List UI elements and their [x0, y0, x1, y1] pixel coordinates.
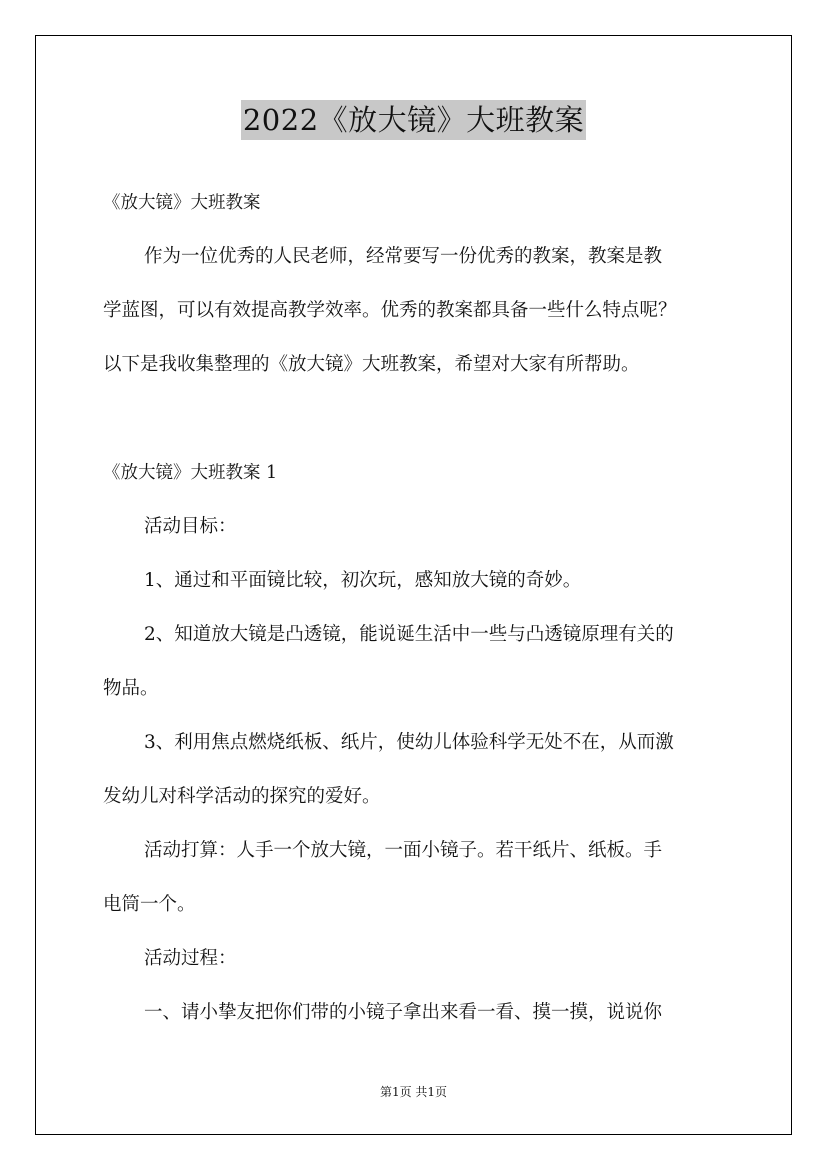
page-footer: 第1页 共1页 — [379, 1085, 448, 1099]
title-wrap — [0, 100, 827, 140]
paragraph-line: 2、知道放大镜是凸透镜，能说诞生活中一些与凸透镜原理有关的 — [144, 624, 674, 645]
paragraph-line: 1、通过和平面镜比较，初次玩，感知放大镜的奇妙。 — [144, 570, 582, 591]
paragraph-line: 活动目标： — [144, 516, 237, 537]
paragraph-line: 电筒一个。 — [103, 894, 196, 915]
paragraph-line: 作为一位优秀的人民老师，经常要写一份优秀的教案，教案是教 — [144, 246, 663, 267]
document-title: 2022《放大镜》大班教案 — [241, 100, 586, 140]
document-body — [103, 176, 728, 1040]
paragraph-line: 物品。 — [103, 678, 159, 699]
paragraph-line: 学蓝图，可以有效提高教学效率。优秀的教案都具备一些什么特点呢？ — [103, 300, 677, 321]
blank-line — [103, 392, 728, 446]
paragraph-line: 3、利用焦点燃烧纸板、纸片，使幼儿体验科学无处不在，从而激 — [144, 732, 674, 753]
paragraph-line: 活动打算：人手一个放大镜，一面小镜子。若干纸片、纸板。手 — [144, 840, 663, 861]
paragraph-line: 以下是我收集整理的《放大镜》大班教案，希望对大家有所帮助。 — [103, 354, 640, 375]
section-heading: 《放大镜》大班教案 1 — [103, 463, 278, 483]
section-heading: 《放大镜》大班教案 — [103, 193, 261, 213]
paragraph-line: 一、请小挚友把你们带的小镜子拿出来看一看、摸一摸，说说你 — [144, 1002, 663, 1023]
paragraph-line: 发幼儿对科学活动的探究的爱好。 — [103, 786, 381, 807]
paragraph-line: 活动过程： — [144, 948, 237, 969]
